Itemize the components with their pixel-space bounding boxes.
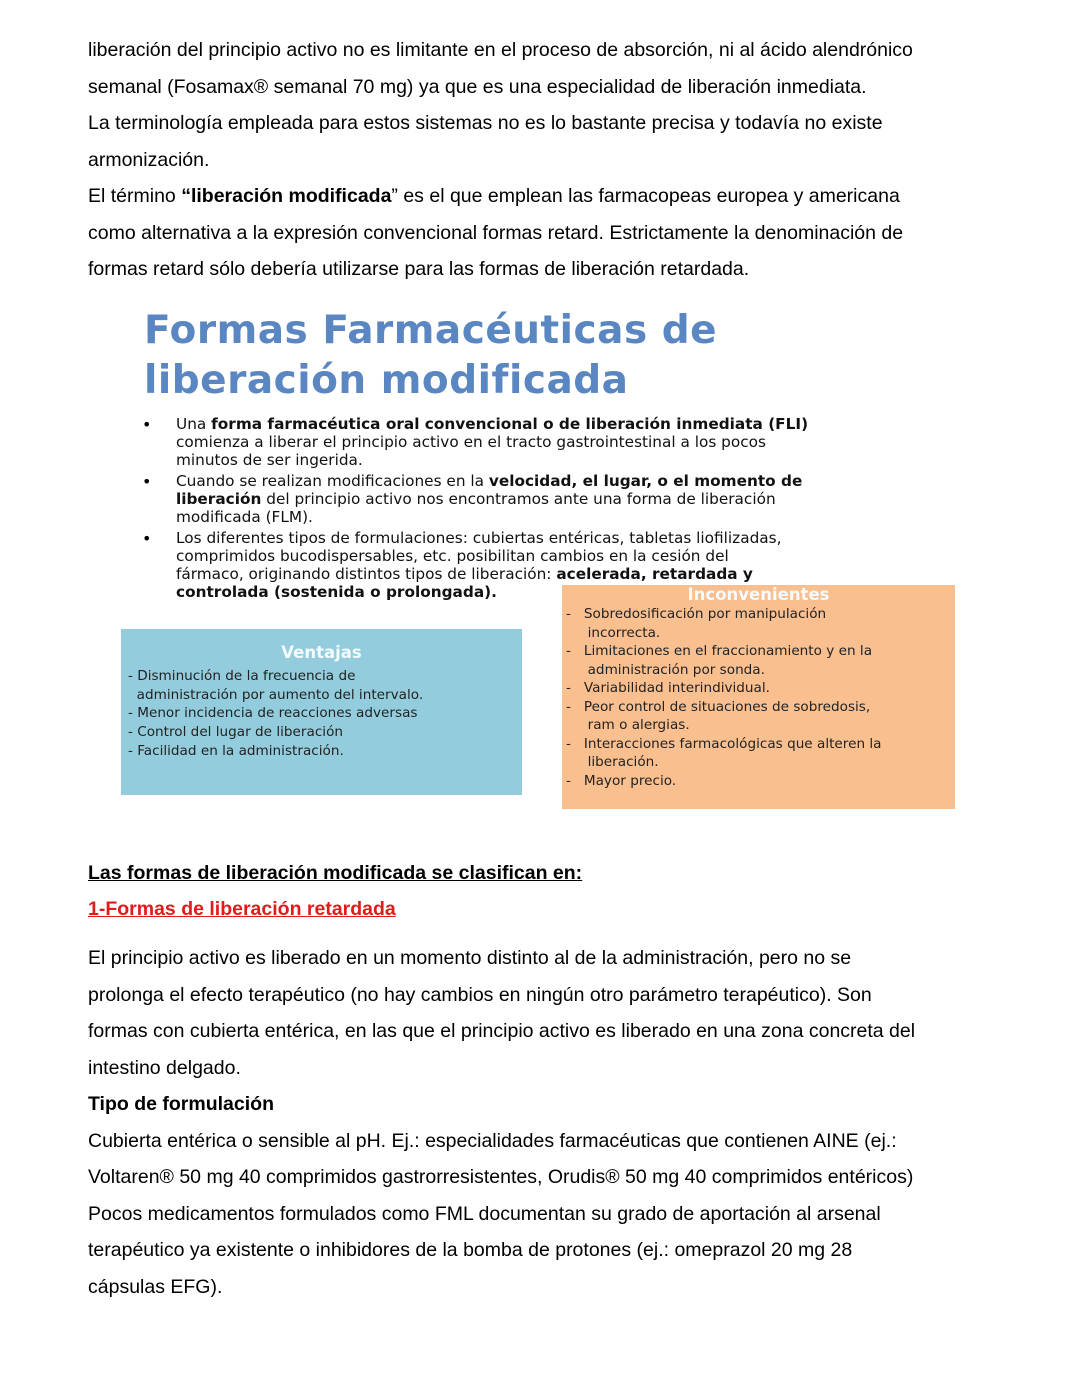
list-item: - Disminución de la frecuencia de — [128, 668, 356, 684]
list-item: - Menor incidencia de reacciones adversas — [128, 705, 418, 722]
text-line: formas retard sólo debería utilizarse para las formas de liberación retardada. — [88, 258, 750, 280]
text-line: liberación del principio activo no es limitante en el proceso de absorción, ni al ácido alendrónico — [88, 39, 913, 61]
ventajas-heading: Ventajas — [281, 643, 362, 662]
figure-title: liberación modificada — [144, 358, 629, 403]
text-line: El principio activo es liberado en un momento distinto al de la administración, pero no se — [88, 947, 852, 969]
list-item: - Facilidad en la administración. — [128, 742, 344, 759]
list-item: - Sobredosificación por manipulación — [566, 606, 827, 622]
text-line: terapéutico ya existente o inhibidores de la bomba de protones (ej.: omeprazol 20 mg 28 — [88, 1239, 853, 1261]
inconvenientes-heading: Inconvenientes — [687, 585, 830, 604]
bullet-line: comienza a liberar el principio activo en el tracto gastrointestinal a los pocos — [176, 433, 766, 451]
list-item: ram o alergias. — [566, 717, 690, 733]
list-item: - Interacciones farmacológicas que alteren la — [566, 735, 882, 752]
list-item: - Limitaciones en el fraccionamiento y en la — [566, 643, 873, 659]
text-line: cápsulas EFG). — [88, 1276, 223, 1298]
text-line: Cubierta entérica o sensible al pH. Ej.: especialidades farmacéuticas que contienen AINE (ej.: — [88, 1130, 897, 1152]
bullet-line: Los diferentes tipos de formulaciones: cubiertas entéricas, tabletas liofilizadas, — [176, 529, 782, 547]
text-line: semanal (Fosamax® semanal 70 mg) ya que es una especialidad de liberación inmediata. — [88, 76, 867, 98]
text-line: Voltaren® 50 mg 40 comprimidos gastrorresistentes, Orudis® 50 mg 40 comprimidos entéricos) — [88, 1166, 914, 1188]
section-heading: Las formas de liberación modificada se clasifican en: — [88, 862, 583, 884]
bullet-line: Una forma farmacéutica oral convencional o de liberación inmediata (FLI) — [176, 415, 809, 433]
list-item: - Mayor precio. — [566, 772, 677, 789]
bullet-icon: • — [142, 529, 152, 548]
text-line: prolonga el efecto terapéutico (no hay cambios en ningún otro parámetro terapéutico). Son — [88, 984, 872, 1006]
list-item: administración por aumento del intervalo. — [128, 686, 424, 703]
text-line: La terminología empleada para estos sistemas no es lo bastante precisa y todavía no existe — [88, 112, 883, 134]
list-item: - Control del lugar de liberación — [128, 724, 343, 741]
bullet-line: comprimidos bucodispersables, etc. posibilitan cambios en la cesión del — [176, 547, 729, 565]
list-item: - Variabilidad interindividual. — [566, 680, 770, 696]
inconvenientes-box — [562, 585, 955, 809]
bullet-icon: • — [142, 415, 152, 434]
list-item: - Peor control de situaciones de sobredosis, — [566, 698, 871, 715]
bullet-line: controlada (sostenida o prolongada). — [176, 583, 497, 601]
text-line: intestino delgado. — [88, 1057, 241, 1079]
bullet-line: modificada (FLM). — [176, 508, 313, 526]
list-item: liberación. — [566, 754, 659, 770]
tipo-heading: Tipo de formulación — [88, 1093, 274, 1115]
bold-term: “liberación modificada — [181, 185, 392, 207]
bullet-line: minutos de ser ingerida. — [176, 451, 363, 469]
subsection-heading: 1-Formas de liberación retardada — [88, 898, 396, 920]
text-line: formas con cubierta entérica, en las que el principio activo es liberado en una zona concreta del — [88, 1020, 916, 1042]
figure-title: Formas Farmacéuticas de — [144, 308, 718, 353]
bullet-line: fármaco, originando distintos tipos de liberación: acelerada, retardada y — [176, 565, 753, 583]
text: El término — [88, 185, 182, 207]
text-line: armonización. — [88, 149, 210, 171]
bullet-line: Cuando se realizan modificaciones en la velocidad, el lugar, o el momento de — [176, 472, 803, 490]
list-item: incorrecta. — [566, 624, 661, 641]
text: ” es el que emplean las farmacopeas europea y americana — [391, 185, 900, 207]
bullet-icon: • — [142, 472, 152, 491]
list-item: administración por sonda. — [566, 661, 765, 678]
text-line: como alternativa a la expresión convencional formas retard. Estrictamente la denominación de — [88, 222, 904, 244]
ventajas-box — [121, 629, 522, 795]
bullet-line: liberación del principio activo nos encontramos ante una forma de liberación — [176, 490, 776, 508]
text-line: Pocos medicamentos formulados como FML documentan su grado de aportación al arsenal — [88, 1203, 881, 1225]
